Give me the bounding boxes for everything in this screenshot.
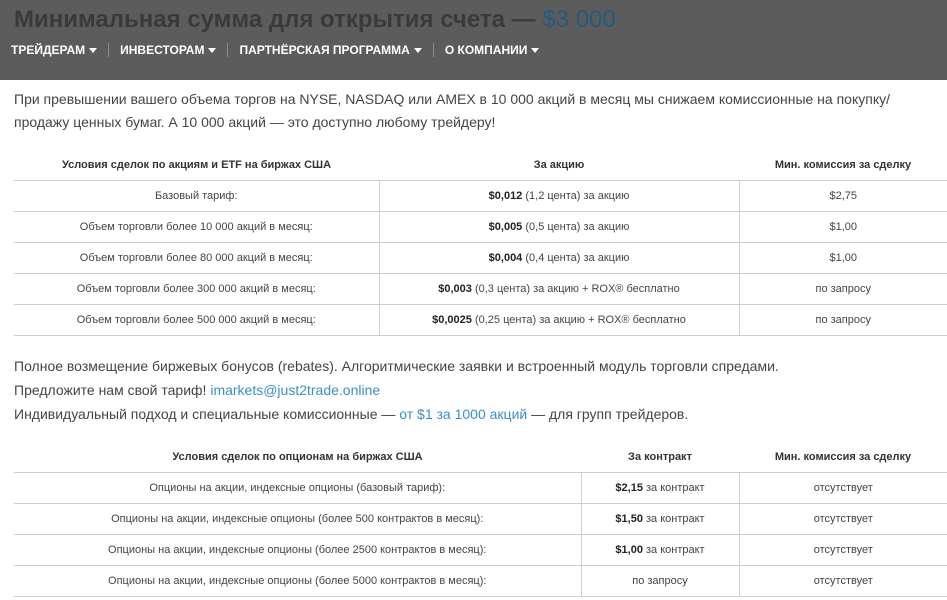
nav-item-partner-program[interactable] [239,43,421,57]
price-cell [379,243,739,274]
options-commission-table [14,441,947,597]
caret-down-icon [531,48,539,53]
price-detail: за контракт [642,513,705,525]
min-commission-cell: отсутствует [739,535,947,566]
min-commission-cell: по запросу [739,274,947,305]
table-row [14,305,947,336]
price-value: $2,15 [615,482,643,494]
offer-text: Предложите нам свой тариф! [14,382,211,398]
min-commission-cell: отсутствует [739,504,947,535]
condition-cell: Опционы на акции, индексные опционы (более 5000 контрактов в месяц): [14,566,581,597]
table-row [14,473,947,504]
condition-cell: Опционы на акции, индексные опционы (базовый тариф): [14,473,581,504]
page-title-text: Минимальная сумма для открытия счета — [14,6,543,33]
nav-divider [227,43,228,57]
price-value: $0,005 [488,221,523,233]
price-value: $1,00 [615,544,643,556]
price-detail: (0,5 цента) за акцию [522,221,630,233]
column-header-conditions: Условия сделок по акциям и ETF на биржах США [14,149,379,181]
min-commission-cell: отсутствует [739,566,947,597]
price-value: $1,50 [615,513,643,525]
price-detail: (0,4 цента) за акцию [522,252,630,264]
price-value: $0,012 [488,190,523,202]
nav-item-label: ПАРТНЁРСКАЯ ПРОГРАММА [239,43,410,57]
stocks-commission-table [14,149,947,336]
price-value: $0,004 [488,252,523,264]
table-row [14,535,947,566]
table-header-row [14,149,947,181]
price-cell [581,473,739,504]
condition-cell: Объем торговли более 10 000 акций в месяц: [14,212,379,243]
condition-cell: Опционы на акции, индексные опционы (более 500 контрактов в месяц): [14,504,581,535]
min-commission-cell: $1,00 [739,243,947,274]
table-row [14,181,947,212]
price-detail: (0,3 цента) за акцию + ROX® бесплатно [471,283,680,295]
column-header-per-share: За акцию [379,149,739,181]
nav-item-label: О КОМПАНИИ [444,43,528,57]
table-header-row [14,441,947,473]
table-row [14,212,947,243]
email-link[interactable]: imarkets@just2trade.online [210,382,381,398]
column-header-min-commission: Мин. комиссия за сделку [739,441,947,473]
main-nav [11,43,539,57]
nav-item-traders[interactable] [11,43,97,57]
price-detail: за контракт [642,544,705,556]
table-row [14,243,947,274]
min-commission-cell: отсутствует [739,473,947,504]
intro-text: При превышении вашего объема торгов на NYSE, NASDAQ или AMEX в 10 000 акций в месяц мы снижаем комиссионные на покупку/продажу ценных бумаг. А 10 000 акций — это доступно любому трейдеру! [14,91,890,130]
condition-cell: Объем торговли более 300 000 акций в месяц: [14,274,379,305]
group-offer-line [14,402,779,426]
caret-down-icon [414,48,422,53]
page-title [14,6,616,34]
condition-cell: Базовый тариф: [14,181,379,212]
min-commission-cell: $2,75 [739,181,947,212]
info-block [14,354,779,426]
condition-cell: Объем торговли более 500 000 акций в месяц: [14,305,379,336]
column-header-per-contract: За контракт [581,441,739,473]
site-header [0,0,947,80]
price-detail: (0,25 цента) за акцию + ROX® бесплатно [471,314,686,326]
price-detail: (1,2 цента) за акцию [522,190,630,202]
price-cell [581,566,739,597]
price-value: $0,0025 [432,314,472,326]
min-commission-cell: $1,00 [739,212,947,243]
caret-down-icon [89,48,97,53]
price-cell [379,212,739,243]
nav-item-investors[interactable] [120,43,216,57]
price-detail: по запросу [632,575,688,587]
price-detail: за контракт [642,482,705,494]
offer-line [14,378,779,402]
column-header-min-commission: Мин. комиссия за сделку [739,149,947,181]
min-commission-cell: по запросу [739,305,947,336]
price-cell [379,305,739,336]
nav-item-label: ТРЕЙДЕРАМ [11,43,86,57]
min-deposit-amount: $3 000 [542,6,616,33]
nav-divider [108,43,109,57]
price-cell [379,274,739,305]
price-cell [581,504,739,535]
price-cell [379,181,739,212]
price-cell [581,535,739,566]
condition-cell: Объем торговли более 80 000 акций в месяц: [14,243,379,274]
table-row [14,274,947,305]
group-rate-link[interactable]: от $1 за 1000 акций [399,406,528,422]
nav-item-about[interactable] [445,43,540,57]
group-offer-text: Индивидуальный подход и специальные комиссионные — [14,406,400,422]
column-header-conditions: Условия сделок по опционам на биржах США [14,441,581,473]
nav-divider [433,43,434,57]
rebates-text: Полное возмещение биржевых бонусов (rebates). Алгоритмические заявки и встроенный модуль торговли спредами. [14,358,779,374]
group-offer-end: — для групп трейдеров. [527,406,689,422]
price-value: $0,003 [438,283,472,295]
nav-item-label: ИНВЕСТОРАМ [120,43,205,57]
table-row [14,566,947,597]
caret-down-icon [208,48,216,53]
table-row [14,504,947,535]
condition-cell: Опционы на акции, индексные опционы (более 2500 контрактов в месяц): [14,535,581,566]
